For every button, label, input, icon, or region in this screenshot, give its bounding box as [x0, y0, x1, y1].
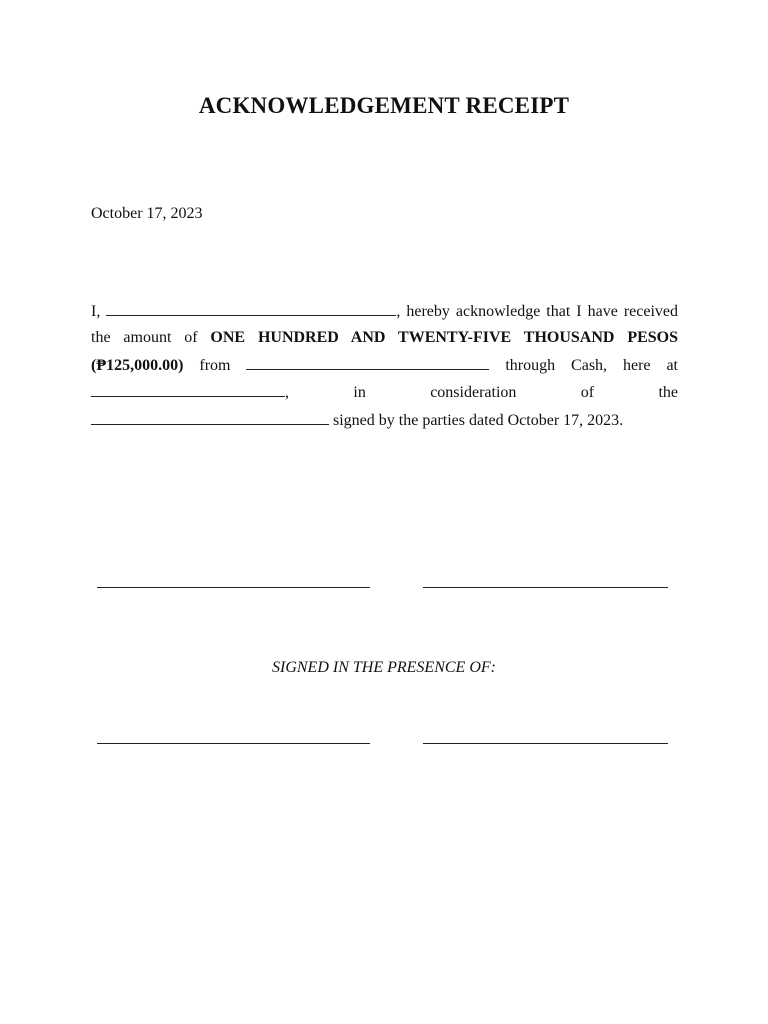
- signature-line-right[interactable]: [423, 587, 668, 588]
- body-text-1: I,: [91, 303, 107, 320]
- witness-signature-line-right[interactable]: [423, 743, 668, 744]
- payer-name-blank[interactable]: [246, 352, 489, 370]
- body-text-4: through Cash, here at: [489, 356, 678, 374]
- document-title: ACKNOWLEDGEMENT RECEIPT: [198, 93, 570, 118]
- document-date: October 17, 2023: [91, 205, 203, 222]
- amount-in-words: ONE HUNDRED AND TWENTY-FIVE THOUSAND PESOS (₱125,000.00): [91, 329, 679, 374]
- body-text-2: , hereby acknowledge that I have received the amount of: [91, 303, 679, 347]
- signature-line-left[interactable]: [97, 587, 370, 588]
- acknowledgement-paragraph: [91, 298, 678, 434]
- agreement-blank[interactable]: [91, 407, 329, 425]
- recipient-name-blank[interactable]: [106, 298, 396, 316]
- body-text-6: signed by the parties dated October 17, 2023.: [329, 411, 624, 429]
- location-blank[interactable]: [91, 379, 285, 397]
- witness-heading: SIGNED IN THE PRESENCE OF:: [272, 659, 496, 676]
- body-text-3: from: [183, 356, 247, 374]
- witness-signature-line-left[interactable]: [97, 743, 370, 744]
- body-text-5: , in consideration of the: [285, 384, 678, 402]
